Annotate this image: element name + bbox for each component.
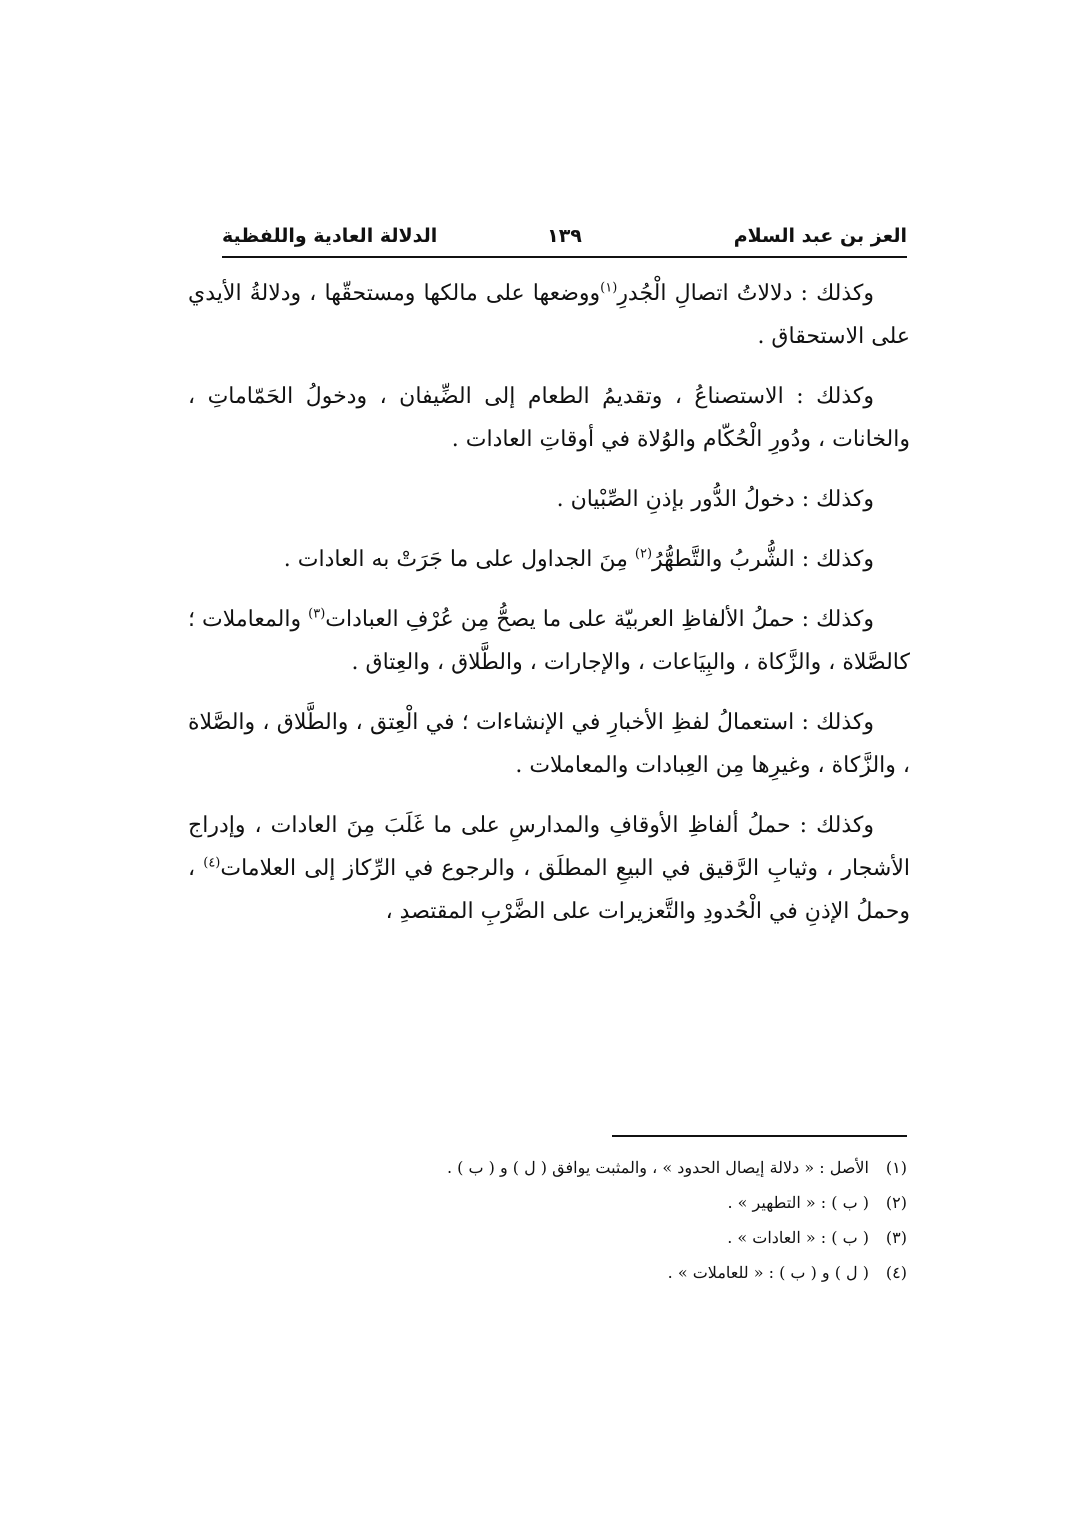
- footnote-number: (١): [885, 1158, 907, 1177]
- footnote-divider: [612, 1135, 907, 1137]
- footnote-ref: (١): [600, 280, 618, 296]
- paragraph: [188, 375, 910, 461]
- footnote-item: [200, 1150, 907, 1185]
- paragraph-text: وكذلك : دلالاتُ اتصالِ الْجُدرِ: [617, 281, 874, 306]
- paragraph-text: ، وحملُ الإذنِ في الْحُدودِ والتَّعزيرات على الضَّرْبِ المقتصدِ ،: [188, 856, 910, 924]
- running-header: [222, 220, 907, 258]
- paragraph-text: وكذلك : الشُّربُ والتَّطهُّرُ: [652, 547, 874, 572]
- paragraph: [188, 598, 910, 684]
- paragraph-text: وكذلك : حملُ الألفاظِ العربيّة على ما يصحُّ مِن عُرْفِ العبادات: [325, 607, 874, 632]
- footnote-number: (٣): [885, 1228, 907, 1247]
- paragraph: [188, 804, 910, 933]
- header-chapter-title: الدلالة العادية واللفظية: [222, 225, 438, 247]
- paragraph-text: وكذلك : حملُ ألفاظِ الأوقافِ والمدارسِ على ما غَلَبَ مِنَ العادات ، وإدراج الأشجار ، وثيابِ الرَّقيق في البيعِ المطلَق ، والرجوع في الرِّكاز إلى العلامات: [188, 813, 910, 881]
- footnote-number: (٤): [885, 1263, 907, 1282]
- paragraph-text: وكذلك : استعمالُ لفظِ الأخبارِ في الإنشاءات ؛ في الْعِتق ، والطَّلاق ، والصَّلاة ، والزَّكاة ، وغيرِها مِن العِبادات والمعاملات .: [188, 710, 910, 778]
- paragraph-text: وكذلك : دخولُ الدُّور بإذنِ الصِّبْيان .: [556, 487, 874, 512]
- footnotes: [200, 1150, 907, 1290]
- footnote-ref: (٢): [634, 546, 653, 562]
- paragraph: [188, 538, 910, 581]
- footnote-item: [200, 1255, 907, 1290]
- header-author-title: العز بن عبد السلام: [733, 225, 907, 247]
- footnote-ref: (٤): [203, 855, 221, 871]
- footnote-text: ( ب ) : « العادات » .: [727, 1228, 869, 1247]
- footnote-text: الأصل : « دلالة إيصال الحدود » ، والمثبت يوافق ( ل ) و ( ب ) .: [446, 1158, 869, 1177]
- paragraph-text: مِنَ الجداول على ما جَرَتْ به العادات .: [283, 547, 635, 572]
- main-text: [188, 272, 910, 950]
- footnote-item: [200, 1220, 907, 1255]
- footnote-item: [200, 1185, 907, 1220]
- paragraph-text: والمعاملات ؛ كالصَّلاة ، والزَّكاة ، والبِيَاعات ، والإجارات ، والطَّلاق ، والعِتاق .: [188, 607, 910, 675]
- footnote-text: ( ل ) و ( ب ) : « للعاملات » .: [667, 1263, 869, 1282]
- footnote-text: ( ب ) : « التطهير » .: [727, 1193, 869, 1212]
- footnote-ref: (٣): [308, 606, 326, 622]
- page-number: ١٣٩: [547, 225, 582, 247]
- paragraph-text: ووضعها على مالكها ومستحقّها ، ودلالةُ الأيدي على الاستحقاق .: [188, 281, 910, 349]
- paragraph: [188, 701, 910, 787]
- footnote-number: (٢): [885, 1193, 907, 1212]
- paragraph-text: وكذلك : الاستصناعُ ، وتقديمُ الطعام إلى الضِّيفان ، ودخولُ الحَمّاماتِ ، والخانات ، ودُورِ الْحُكّام والوُلاة في أوقاتِ العادات .: [188, 384, 910, 452]
- paragraph: [188, 272, 910, 358]
- paragraph: [188, 478, 910, 521]
